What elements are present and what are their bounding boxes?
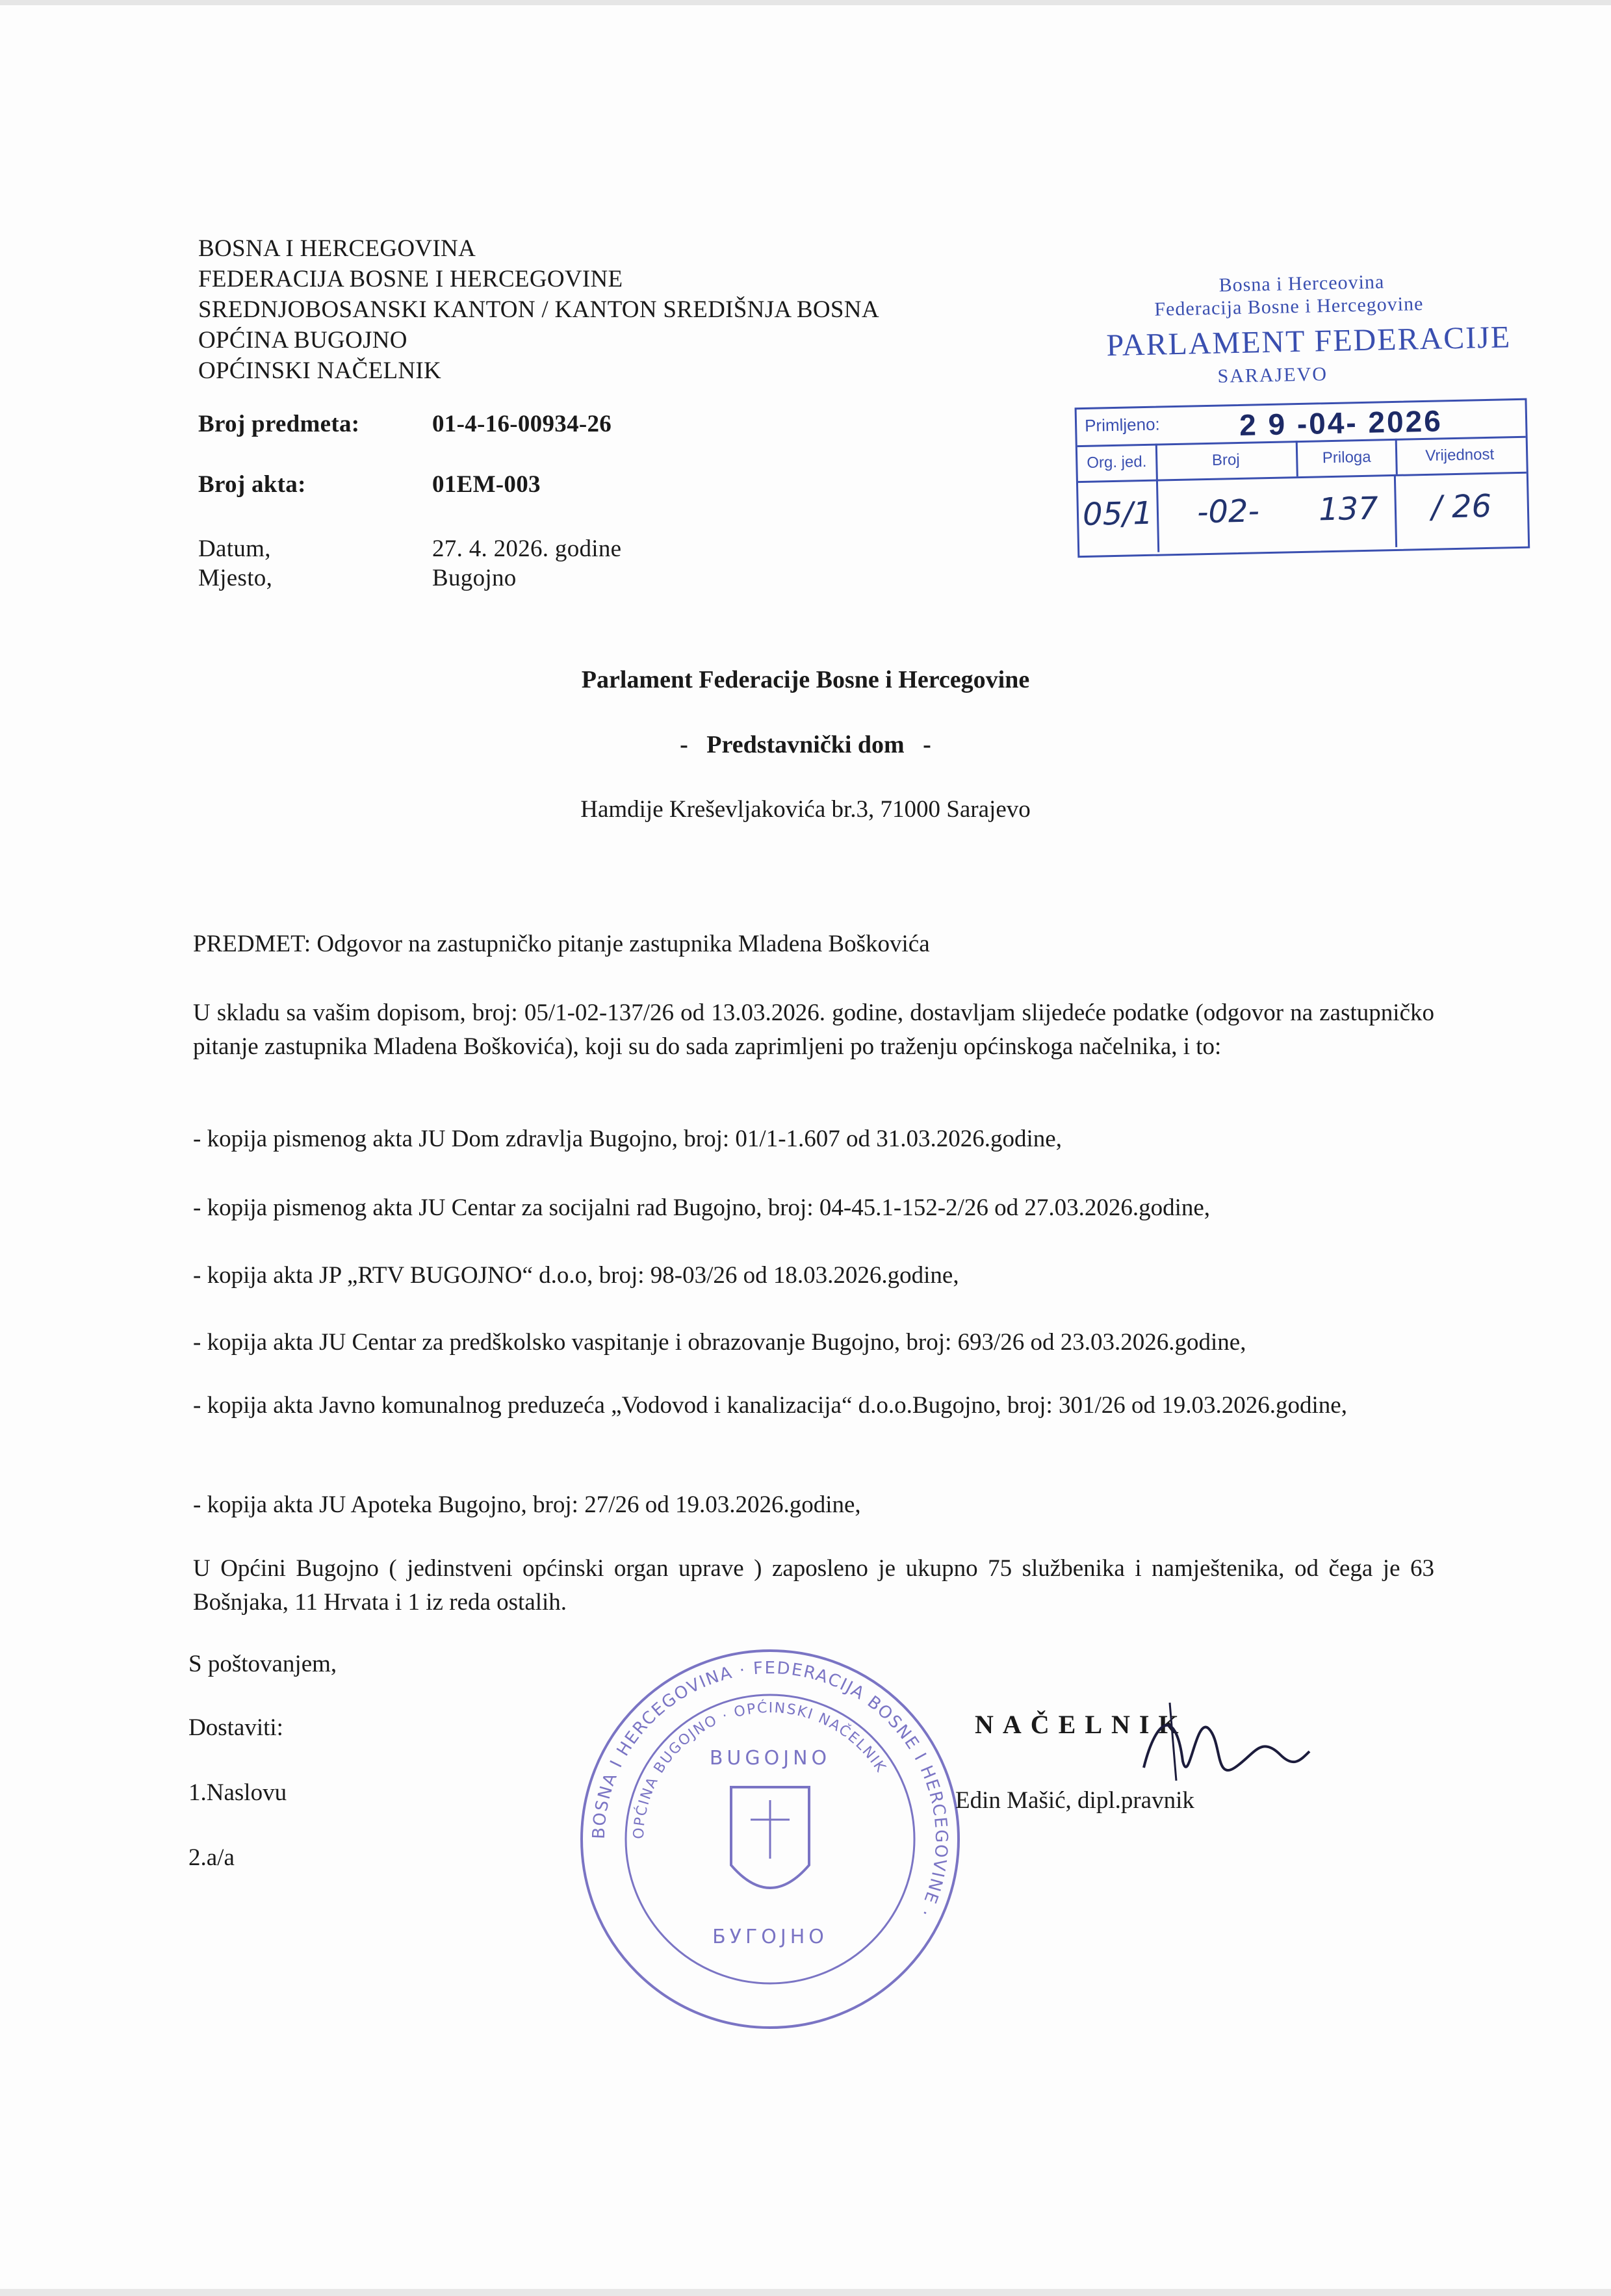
stamp-priloga-label: Priloga	[1296, 439, 1398, 476]
header-office: OPĆINSKI NAČELNIK	[198, 357, 442, 384]
list-item: - kopija akta JP „RTV BUGOJNO“ d.o.o, broj: 98-03/26 od 18.03.2026.godine,	[193, 1262, 959, 1289]
reception-stamp	[1063, 262, 1537, 577]
datum-label: Datum,	[198, 535, 271, 562]
recipient-name: Parlament Federacije Bosne i Hercegovine	[581, 666, 1030, 693]
list-item: - kopija pismenog akta JU Dom zdravlja Bugojno, broj: 01/1-1.607 od 31.03.2026.godine,	[193, 1126, 1062, 1152]
signature-stroke	[1144, 1725, 1309, 1770]
employees-paragraph: U Općini Bugojno ( jedinstveni općinski organ uprave ) zaposleno je ukupno 75 službenika i namještenika, od čega je 63 Bošnjaka, 11 Hrvata i 1 iz reda ostalih.	[193, 1555, 1434, 1616]
stamp-primljeno-date: 2 9 -04- 2026	[1239, 404, 1443, 442]
stamp-line-1: Bosna i Herceovina	[1218, 271, 1385, 296]
seal-center-top: BUGOJNO	[709, 1747, 831, 1770]
recipient-address: Hamdije Kreševljakovića br.3, 71000 Sarajevo	[580, 796, 1031, 823]
shield-cross-icon	[751, 1800, 790, 1859]
broj-akta-label: Broj akta:	[198, 471, 306, 498]
stamp-broj-label: Broj	[1211, 450, 1240, 469]
greeting: S poštovanjem,	[188, 1651, 337, 1677]
header-municipality: OPĆINA BUGOJNO	[198, 327, 407, 354]
list-item: - kopija akta JU Apoteka Bugojno, broj: 27/26 od 19.03.2026.godine,	[193, 1491, 861, 1518]
stamp-priloga-value: 137	[1318, 490, 1379, 528]
scan-edge-top	[0, 0, 1611, 5]
distribution-2: 2.a/a	[188, 1844, 235, 1871]
scan-edge-bottom	[0, 2289, 1611, 2296]
stamp-grid	[1075, 398, 1530, 558]
municipal-seal	[575, 1644, 965, 2034]
distribution-1: 1.Naslovu	[188, 1779, 287, 1806]
seal-outer-text: BOSNA I HERCEGOVINA · FEDERACIJA BOSNE I HERCEGOVINE ·	[589, 1658, 951, 1921]
stamp-line-3: PARLAMENT FEDERACIJE	[1106, 320, 1512, 363]
mjesto-value: Bugojno	[432, 565, 517, 591]
seal-center-bottom: БУГОЈНО	[712, 1926, 828, 1948]
stamp-line-4: SARAJEVO	[1217, 363, 1328, 387]
stamp-broj-value: -02-	[1196, 493, 1260, 531]
header-federation: FEDERACIJA BOSNE I HERCEGOVINE	[198, 266, 623, 292]
stamp-line-2: Federacija Bosne i Hercegovine	[1154, 292, 1424, 320]
mjesto-label: Mjesto,	[198, 565, 273, 591]
stamp-org-jed-label: Org. jed.	[1077, 444, 1158, 482]
header-canton: SREDNJOBOSANSKI KANTON / KANTON SREDIŠNJA BOSNA	[198, 296, 879, 323]
datum-value: 27. 4. 2026. godine	[432, 535, 622, 562]
seal-inner-text: OPĆINA BUGOJNO · OPĆINSKI NAČELNIK	[630, 1699, 890, 1840]
stamp-org-jed-value: 05/1	[1082, 495, 1153, 534]
subject-line: PREDMET: Odgovor na zastupničko pitanje zastupnika Mladena Boškovića	[193, 931, 930, 957]
header-country: BOSNA I HERCEGOVINA	[198, 235, 476, 262]
list-item: - kopija akta JU Centar za predškolsko vaspitanje i obrazovanje Bugojno, broj: 693/26 od 23.03.2026.godine,	[193, 1329, 1246, 1356]
broj-akta-value: 01EM-003	[432, 471, 541, 498]
dostaviti-label: Dostaviti:	[188, 1714, 283, 1741]
recipient-dom: - Predstavnički dom -	[680, 731, 931, 758]
stamp-vrijednost-label: Vrijednost	[1425, 445, 1495, 465]
signatory-name: Edin Mašić, dipl.pravnik	[955, 1787, 1194, 1814]
broj-predmeta-label: Broj predmeta:	[198, 411, 360, 437]
signature-stroke	[1170, 1703, 1176, 1781]
list-item: - kopija pismenog akta JU Centar za socijalni rad Bugojno, broj: 04-45.1-152-2/26 od 27.03.2026.godine,	[193, 1194, 1211, 1221]
intro-paragraph: U skladu sa vašim dopisom, broj: 05/1-02-137/26 od 13.03.2026. godine, dostavljam slijedeće podatke (odgovor na zastupničko pitanje zastupnika Mladena Boškovića), koji su do sada zaprimljeni po traženju općinskoga načelnika, i to:	[193, 1000, 1434, 1060]
signatory-title: NAČELNIK	[975, 1710, 1188, 1739]
broj-predmeta-value: 01-4-16-00934-26	[432, 411, 612, 437]
list-item: - kopija akta Javno komunalnog preduzeća „Vodovod i kanalizacija“ d.o.o.Bugojno, broj: 301/26 od 19.03.2026.godine,	[193, 1392, 1347, 1419]
stamp-vrijednost-value: / 26	[1431, 487, 1492, 526]
stamp-primljeno-label: Primljeno:	[1084, 414, 1161, 435]
